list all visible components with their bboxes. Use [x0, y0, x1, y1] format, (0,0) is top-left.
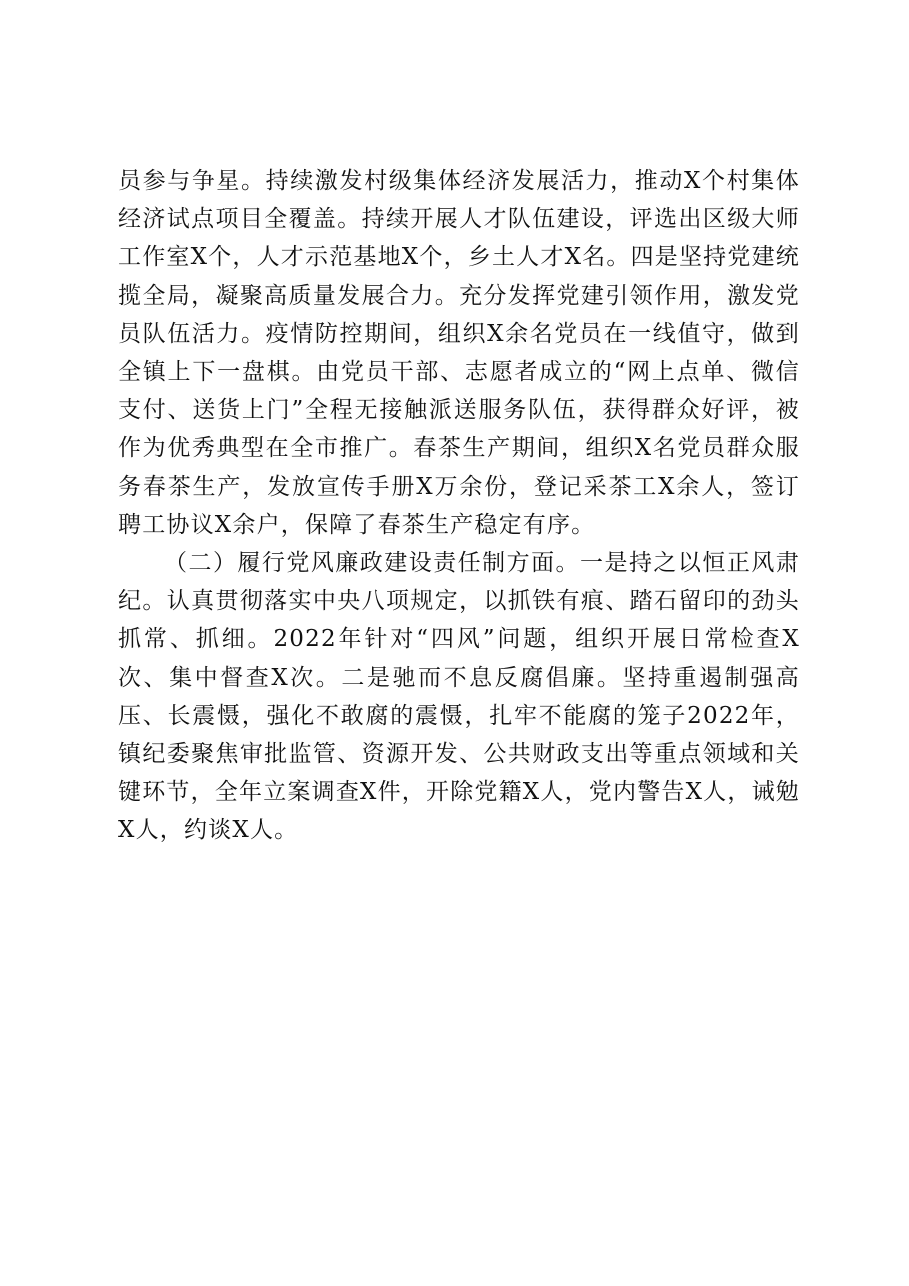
paragraph-clean-governance: （二）履行党风廉政建设责任制方面。一是持之以恒正风肃纪。认真贯彻落实中央八项规定，以抓铁有痕、踏石留印的劲头抓常、抓细。2022年针对“四风”问题，组织开展日常检查X次、集中督查X次。二是驰而不息反腐倡廉。坚持重遏制强高压、长震慑，强化不敢腐的震慑，扎牢不能腐的笼子2022年，镇纪委聚焦审批监管、资源开发、公共财政支出等重点领域和关键环节，全年立案调查X件，开除党籍X人，党内警告X人，诫勉X人，约谈X人。 — [118, 550, 800, 844]
paragraph-party-building: 员参与争星。持续激发村级集体经济发展活力，推动X个村集体经济试点项目全覆盖。持续开展人才队伍建设，评选出区级大师工作室X个，人才示范基地X个，乡土人才X名。四是坚持党建统揽全局，凝聚高质量发展合力。充分发挥党建引领作用，激发党员队伍活力。疫情防控期间，组织X余名党员在一线值守，做到全镇上下一盘棋。由党员干部、志愿者成立的“网上点单、微信支付、送货上门”全程无接触派送服务队伍，获得群众好评，被作为优秀典型在全市推广。春茶生产期间，组织X名党员群众服务春茶生产，发放宣传手册X万余份，登记采茶工X余人，签订聘工协议X余户，保障了春茶生产稳定有序。 — [118, 168, 800, 538]
document-body — [118, 162, 800, 850]
